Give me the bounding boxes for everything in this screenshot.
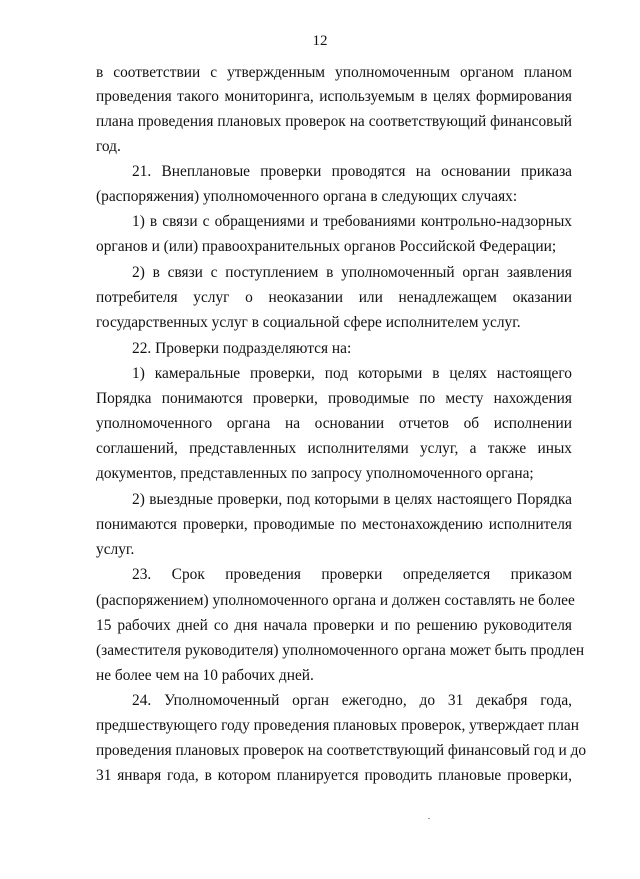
text-line: Порядка понимаются проверки, проводимые по месту нахождения (96, 390, 572, 407)
scan-artifact (428, 818, 430, 819)
text-line: предшествующего году проведения плановых проверок, утверждает план (96, 717, 579, 734)
text-line: в соответствии с утвержденным уполномоченным органом планом (96, 64, 572, 81)
text-line: 31 января года, в котором планируется проводить плановые проверки, (96, 767, 572, 784)
text-line: потребителя услуг о неоказании или ненадлежащем оказании (96, 289, 572, 306)
text-line: 22. Проверки подразделяются на: (132, 340, 352, 357)
text-line: год. (96, 138, 121, 155)
text-line: не более чем на 10 рабочих дней. (96, 667, 314, 684)
text-line: государственных услуг в социальной сфере исполнителем услуг. (96, 314, 521, 331)
text-line: 23. Срок проведения проверки определяется приказом (132, 566, 572, 583)
text-line: органов и (или) правоохранительных органов Российской Федерации; (96, 238, 557, 255)
text-line: 2) в связи с поступлением в уполномоченный орган заявления (132, 264, 572, 281)
text-line: 24. Уполномоченный орган ежегодно, до 31 декабря года, (132, 692, 572, 709)
text-line: 21. Внеплановые проверки проводятся на основании приказа (132, 163, 572, 180)
text-line: проведения такого мониторинга, используемым в целях формирования (96, 88, 572, 105)
text-line: 2) выездные проверки, под которыми в целях настоящего Порядка (132, 491, 572, 508)
text-line: плана проведения плановых проверок на соответствующий финансовый (96, 113, 572, 130)
text-line: соглашений, представленных исполнителями услуг, а также иных (96, 440, 572, 457)
text-line: документов, представленных по запросу уполномоченного органа; (96, 465, 534, 482)
text-line: 1) камеральные проверки, под которыми в целях настоящего (132, 365, 572, 382)
text-line: 15 рабочих дней со дня начала проверки и по решению руководителя (96, 617, 572, 634)
text-line: проведения плановых проверок на соответствующий финансовый год и до (96, 742, 587, 759)
text-line: услуг. (96, 541, 135, 558)
text-line: 1) в связи с обращениями и требованиями контрольно-надзорных (132, 213, 572, 230)
text-line: (распоряжения) уполномоченного органа в следующих случаях: (96, 188, 518, 205)
page-number: 12 (312, 33, 328, 49)
text-line: понимаются проверки, проводимые по местонахождению исполнителя (96, 516, 572, 533)
text-line: (заместителя руководителя) уполномоченного органа может быть продлен (96, 642, 585, 659)
text-line: (распоряжением) уполномоченного органа и должен составлять не более (96, 592, 575, 609)
text-line: уполномоченного органа на основании отчетов об исполнении (96, 415, 572, 432)
